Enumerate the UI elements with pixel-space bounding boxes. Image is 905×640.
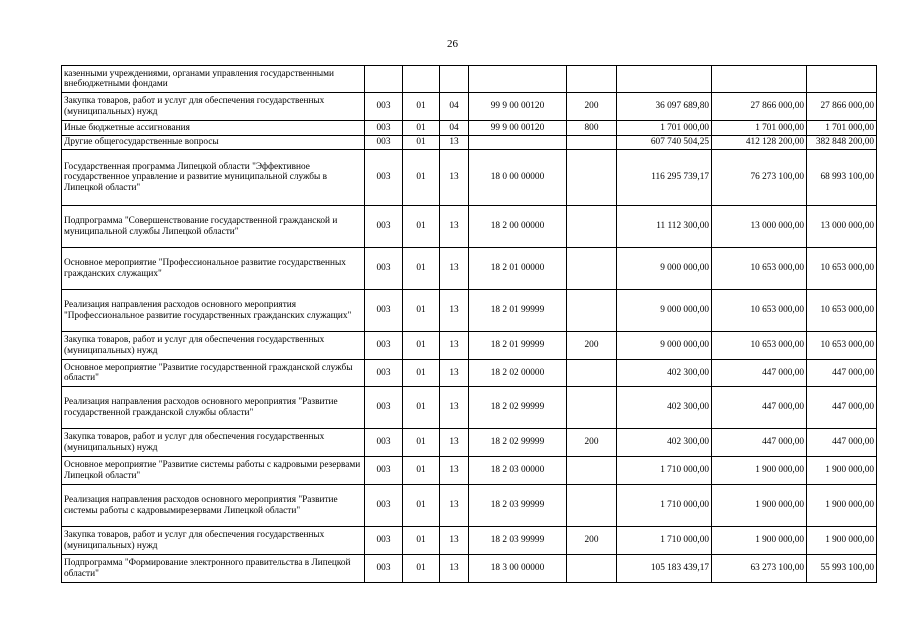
cell-target-article: 18 2 00 00000 bbox=[469, 206, 567, 248]
row-name: Основное мероприятие "Развитие системы работы с кадровыми резервами Липецкой области" bbox=[62, 457, 365, 485]
cell-amount-year-2: 1 701 000,00 bbox=[712, 121, 807, 136]
table-row bbox=[62, 387, 877, 429]
cell-amount-year-3: 447 000,00 bbox=[807, 429, 877, 457]
cell-target-article: 18 2 01 99999 bbox=[469, 332, 567, 360]
row-name: Реализация направления расходов основного мероприятия "Развитие государственной гражданской службы области" bbox=[62, 387, 365, 429]
cell-target-article: 18 2 02 00000 bbox=[469, 360, 567, 387]
table-row bbox=[62, 290, 877, 332]
cell-target-article: 99 9 00 00120 bbox=[469, 121, 567, 136]
table-row bbox=[62, 93, 877, 121]
cell-subsection: 13 bbox=[440, 387, 469, 429]
cell-amount-year-2: 1 900 000,00 bbox=[712, 485, 807, 527]
cell-subsection: 13 bbox=[440, 527, 469, 555]
cell-grbs: 003 bbox=[365, 387, 403, 429]
cell-grbs bbox=[365, 66, 403, 93]
cell-amount-year-2: 447 000,00 bbox=[712, 429, 807, 457]
cell-section: 01 bbox=[403, 136, 440, 150]
cell-amount-year-3: 10 653 000,00 bbox=[807, 248, 877, 290]
cell-grbs: 003 bbox=[365, 121, 403, 136]
cell-amount-year-1: 1 710 000,00 bbox=[617, 457, 712, 485]
page-number: 26 bbox=[447, 38, 458, 50]
table-row bbox=[62, 360, 877, 387]
cell-expense-type bbox=[567, 457, 617, 485]
cell-expense-type bbox=[567, 360, 617, 387]
cell-amount-year-3: 1 900 000,00 bbox=[807, 485, 877, 527]
cell-amount-year-2: 10 653 000,00 bbox=[712, 332, 807, 360]
cell-grbs: 003 bbox=[365, 150, 403, 206]
cell-section: 01 bbox=[403, 555, 440, 583]
cell-target-article: 18 2 02 99999 bbox=[469, 387, 567, 429]
cell-subsection: 13 bbox=[440, 248, 469, 290]
cell-expense-type bbox=[567, 485, 617, 527]
cell-amount-year-1: 9 000 000,00 bbox=[617, 248, 712, 290]
cell-grbs: 003 bbox=[365, 290, 403, 332]
cell-subsection: 13 bbox=[440, 429, 469, 457]
cell-section: 01 bbox=[403, 150, 440, 206]
cell-amount-year-1: 1 710 000,00 bbox=[617, 485, 712, 527]
cell-grbs: 003 bbox=[365, 136, 403, 150]
cell-subsection: 13 bbox=[440, 150, 469, 206]
cell-expense-type bbox=[567, 66, 617, 93]
cell-grbs: 003 bbox=[365, 360, 403, 387]
cell-amount-year-1: 402 300,00 bbox=[617, 429, 712, 457]
cell-subsection: 13 bbox=[440, 332, 469, 360]
table-row bbox=[62, 555, 877, 583]
cell-section: 01 bbox=[403, 387, 440, 429]
cell-amount-year-3: 447 000,00 bbox=[807, 387, 877, 429]
cell-section: 01 bbox=[403, 527, 440, 555]
table-row bbox=[62, 485, 877, 527]
cell-amount-year-3: 447 000,00 bbox=[807, 360, 877, 387]
cell-target-article: 18 2 03 00000 bbox=[469, 457, 567, 485]
cell-amount-year-3: 1 701 000,00 bbox=[807, 121, 877, 136]
cell-subsection: 13 bbox=[440, 555, 469, 583]
row-name: Подпрограмма "Совершенствование государственной гражданской и муниципальной службы Липецкой области" bbox=[62, 206, 365, 248]
cell-amount-year-3: 382 848 200,00 bbox=[807, 136, 877, 150]
cell-grbs: 003 bbox=[365, 457, 403, 485]
cell-expense-type bbox=[567, 555, 617, 583]
cell-target-article: 18 3 00 00000 bbox=[469, 555, 567, 583]
cell-section: 01 bbox=[403, 332, 440, 360]
cell-expense-type bbox=[567, 150, 617, 206]
cell-subsection bbox=[440, 66, 469, 93]
cell-amount-year-2: 76 273 100,00 bbox=[712, 150, 807, 206]
table-row bbox=[62, 66, 877, 93]
cell-section: 01 bbox=[403, 121, 440, 136]
row-name: Основное мероприятие "Развитие государственной гражданской службы области" bbox=[62, 360, 365, 387]
cell-amount-year-2: 63 273 100,00 bbox=[712, 555, 807, 583]
cell-amount-year-1: 105 183 439,17 bbox=[617, 555, 712, 583]
cell-amount-year-1 bbox=[617, 66, 712, 93]
cell-expense-type bbox=[567, 290, 617, 332]
cell-amount-year-3: 1 900 000,00 bbox=[807, 527, 877, 555]
table-row bbox=[62, 429, 877, 457]
cell-amount-year-1: 1 710 000,00 bbox=[617, 527, 712, 555]
cell-amount-year-3: 10 653 000,00 bbox=[807, 332, 877, 360]
budget-table bbox=[61, 65, 877, 583]
cell-target-article: 18 2 03 99999 bbox=[469, 485, 567, 527]
cell-grbs: 003 bbox=[365, 485, 403, 527]
cell-subsection: 13 bbox=[440, 485, 469, 527]
table-row bbox=[62, 527, 877, 555]
row-name: Основное мероприятие "Профессиональное развитие государственных гражданских служащих" bbox=[62, 248, 365, 290]
table-row bbox=[62, 206, 877, 248]
cell-amount-year-2: 27 866 000,00 bbox=[712, 93, 807, 121]
budget-table-body bbox=[62, 66, 877, 583]
table-row bbox=[62, 150, 877, 206]
cell-section: 01 bbox=[403, 457, 440, 485]
cell-target-article: 18 2 03 99999 bbox=[469, 527, 567, 555]
cell-section: 01 bbox=[403, 429, 440, 457]
cell-subsection: 13 bbox=[440, 206, 469, 248]
cell-amount-year-2: 1 900 000,00 bbox=[712, 527, 807, 555]
cell-subsection: 13 bbox=[440, 136, 469, 150]
cell-expense-type bbox=[567, 206, 617, 248]
cell-amount-year-2 bbox=[712, 66, 807, 93]
cell-expense-type: 200 bbox=[567, 93, 617, 121]
cell-amount-year-1: 1 701 000,00 bbox=[617, 121, 712, 136]
cell-amount-year-2: 412 128 200,00 bbox=[712, 136, 807, 150]
cell-amount-year-3: 1 900 000,00 bbox=[807, 457, 877, 485]
cell-grbs: 003 bbox=[365, 555, 403, 583]
cell-grbs: 003 bbox=[365, 93, 403, 121]
cell-expense-type: 200 bbox=[567, 332, 617, 360]
row-name: Реализация направления расходов основного мероприятия "Развитие системы работы с кадровымирезервами Липецкой области" bbox=[62, 485, 365, 527]
table-row bbox=[62, 248, 877, 290]
cell-target-article: 18 0 00 00000 bbox=[469, 150, 567, 206]
cell-expense-type bbox=[567, 136, 617, 150]
cell-target-article: 18 2 01 99999 bbox=[469, 290, 567, 332]
cell-subsection: 13 bbox=[440, 457, 469, 485]
row-name: Закупка товаров, работ и услуг для обеспечения государственных (муниципальных) нужд bbox=[62, 527, 365, 555]
cell-grbs: 003 bbox=[365, 248, 403, 290]
cell-amount-year-2: 1 900 000,00 bbox=[712, 457, 807, 485]
row-name: Подпрограмма "Формирование электронного правительства в Липецкой области" bbox=[62, 555, 365, 583]
cell-expense-type bbox=[567, 248, 617, 290]
table-row bbox=[62, 457, 877, 485]
row-name: казенными учреждениями, органами управления государственными внебюджетными фондами bbox=[62, 66, 365, 93]
cell-amount-year-1: 11 112 300,00 bbox=[617, 206, 712, 248]
table-row bbox=[62, 332, 877, 360]
cell-section: 01 bbox=[403, 290, 440, 332]
cell-expense-type bbox=[567, 387, 617, 429]
cell-grbs: 003 bbox=[365, 429, 403, 457]
cell-amount-year-1: 402 300,00 bbox=[617, 387, 712, 429]
row-name: Закупка товаров, работ и услуг для обеспечения государственных (муниципальных) нужд bbox=[62, 93, 365, 121]
cell-subsection: 13 bbox=[440, 290, 469, 332]
cell-amount-year-2: 10 653 000,00 bbox=[712, 248, 807, 290]
cell-amount-year-1: 36 097 689,80 bbox=[617, 93, 712, 121]
cell-target-article bbox=[469, 136, 567, 150]
cell-target-article bbox=[469, 66, 567, 93]
row-name: Государственная программа Липецкой области "Эффективное государственное управление и развитие муниципальной службы в Липецкой области" bbox=[62, 150, 365, 206]
cell-subsection: 04 bbox=[440, 121, 469, 136]
cell-amount-year-3: 68 993 100,00 bbox=[807, 150, 877, 206]
cell-section: 01 bbox=[403, 485, 440, 527]
row-name: Иные бюджетные ассигнования bbox=[62, 121, 365, 136]
row-name: Закупка товаров, работ и услуг для обеспечения государственных (муниципальных) нужд bbox=[62, 429, 365, 457]
cell-subsection: 04 bbox=[440, 93, 469, 121]
cell-amount-year-1: 607 740 504,25 bbox=[617, 136, 712, 150]
cell-section: 01 bbox=[403, 206, 440, 248]
cell-amount-year-1: 116 295 739,17 bbox=[617, 150, 712, 206]
cell-section bbox=[403, 66, 440, 93]
cell-expense-type: 200 bbox=[567, 429, 617, 457]
cell-amount-year-1: 402 300,00 bbox=[617, 360, 712, 387]
cell-expense-type: 800 bbox=[567, 121, 617, 136]
cell-grbs: 003 bbox=[365, 527, 403, 555]
cell-grbs: 003 bbox=[365, 206, 403, 248]
cell-section: 01 bbox=[403, 93, 440, 121]
cell-amount-year-2: 13 000 000,00 bbox=[712, 206, 807, 248]
cell-amount-year-1: 9 000 000,00 bbox=[617, 290, 712, 332]
cell-section: 01 bbox=[403, 248, 440, 290]
cell-section: 01 bbox=[403, 360, 440, 387]
cell-amount-year-3: 10 653 000,00 bbox=[807, 290, 877, 332]
cell-target-article: 99 9 00 00120 bbox=[469, 93, 567, 121]
cell-expense-type: 200 bbox=[567, 527, 617, 555]
table-row bbox=[62, 121, 877, 136]
cell-amount-year-2: 10 653 000,00 bbox=[712, 290, 807, 332]
row-name: Другие общегосударственные вопросы bbox=[62, 136, 365, 150]
cell-amount-year-3: 55 993 100,00 bbox=[807, 555, 877, 583]
cell-target-article: 18 2 01 00000 bbox=[469, 248, 567, 290]
cell-amount-year-3: 27 866 000,00 bbox=[807, 93, 877, 121]
cell-amount-year-3 bbox=[807, 66, 877, 93]
cell-amount-year-3: 13 000 000,00 bbox=[807, 206, 877, 248]
cell-amount-year-1: 9 000 000,00 bbox=[617, 332, 712, 360]
cell-target-article: 18 2 02 99999 bbox=[469, 429, 567, 457]
cell-subsection: 13 bbox=[440, 360, 469, 387]
cell-grbs: 003 bbox=[365, 332, 403, 360]
row-name: Реализация направления расходов основного мероприятия "Профессиональное развитие государственных гражданских служащих" bbox=[62, 290, 365, 332]
row-name: Закупка товаров, работ и услуг для обеспечения государственных (муниципальных) нужд bbox=[62, 332, 365, 360]
table-row bbox=[62, 136, 877, 150]
cell-amount-year-2: 447 000,00 bbox=[712, 387, 807, 429]
cell-amount-year-2: 447 000,00 bbox=[712, 360, 807, 387]
